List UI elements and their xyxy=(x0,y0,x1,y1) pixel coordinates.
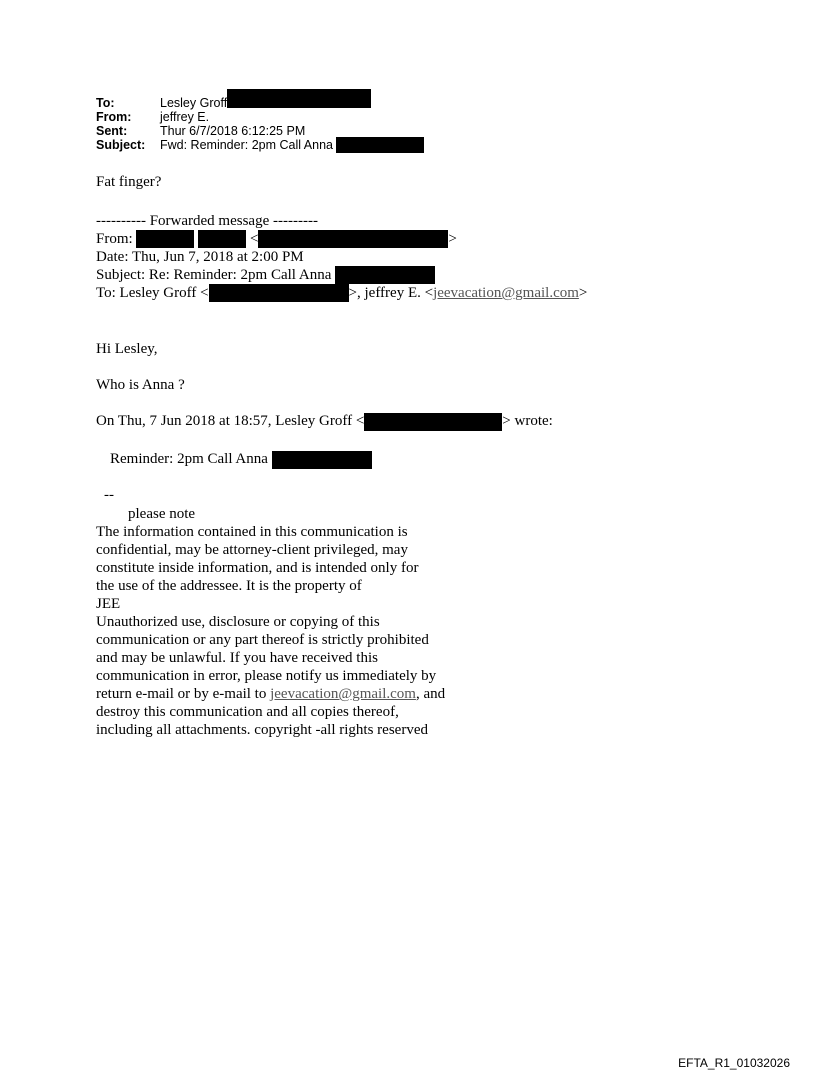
disclaimer-line: constitute inside information, and is intended only for xyxy=(96,560,419,576)
disclaimer-email-link[interactable]: jeevacation@gmail.com xyxy=(270,686,416,702)
forwarded-block xyxy=(96,212,587,302)
fwd-to-prefix: To: Lesley Groff < xyxy=(96,285,209,301)
subject-label: Subject: xyxy=(96,138,146,152)
disclaimer-line: and may be unlawful. If you have received this xyxy=(96,650,378,666)
bates-number: EFTA_R1_01032026 xyxy=(678,1056,790,1070)
sent-value: Thur 6/7/2018 6:12:25 PM xyxy=(160,124,306,138)
redaction-box xyxy=(136,230,194,248)
disclaimer-line: communication in error, please notify us immediately by xyxy=(96,668,437,684)
fwd-from-lt: < xyxy=(249,231,259,247)
redaction-box xyxy=(364,413,502,431)
opening-line: Fat finger? xyxy=(96,174,162,190)
fwd-to-mid: >, jeffrey E. < xyxy=(348,285,434,301)
redaction-box xyxy=(335,266,435,284)
to-label: To: xyxy=(96,96,115,110)
quote-intro-prefix: On Thu, 7 Jun 2018 at 18:57, Lesley Groff < xyxy=(96,413,365,429)
fwd-to-suffix: > xyxy=(578,285,588,301)
quoted-reminder-text: Reminder: 2pm Call Anna xyxy=(110,451,268,467)
disclaimer-email-line xyxy=(96,685,516,703)
disclaimer-lines xyxy=(96,523,516,685)
disclaimer-email-suffix: , and xyxy=(415,686,446,702)
disclaimer-line: confidential, may be attorney-client privileged, may xyxy=(96,542,408,558)
question-line: Who is Anna ? xyxy=(96,377,185,393)
from-value: jeffrey E. xyxy=(160,110,210,124)
from-label: From: xyxy=(96,110,132,124)
disclaimer-line: destroy this communication and all copies thereof, xyxy=(96,704,399,720)
fwd-subject-line xyxy=(96,266,587,284)
quote-intro-suffix: > wrote: xyxy=(502,413,553,429)
fwd-from-label: From: xyxy=(96,231,133,247)
fwd-from-gt: > xyxy=(448,231,457,247)
disclaimer-line: including all attachments. copyright -all rights reserved xyxy=(96,722,428,738)
redaction-box xyxy=(227,89,371,108)
forwarded-divider: ---------- Forwarded message --------- xyxy=(96,213,318,229)
to-name: Lesley Groff xyxy=(160,96,228,110)
signature-dashes: -- xyxy=(104,487,114,503)
redaction-box xyxy=(272,451,372,469)
sent-label: Sent: xyxy=(96,124,128,138)
fwd-subject-text: Subject: Re: Reminder: 2pm Call Anna xyxy=(96,267,332,283)
fwd-to-line xyxy=(96,284,587,302)
fwd-date-line: Date: Thu, Jun 7, 2018 at 2:00 PM xyxy=(96,249,304,265)
quoted-reminder xyxy=(110,451,372,469)
greeting: Hi Lesley, xyxy=(96,341,158,357)
redaction-box xyxy=(336,137,424,153)
disclaimer-block xyxy=(96,505,516,739)
subject-text: Fwd: Reminder: 2pm Call Anna xyxy=(160,138,333,152)
quote-intro xyxy=(96,413,553,431)
disclaimer-line: the use of the addressee. It is the property of xyxy=(96,578,362,594)
subject-value xyxy=(160,138,424,153)
to-value xyxy=(160,96,371,110)
disclaimer-email-prefix: return e-mail or by e-mail to xyxy=(96,686,271,702)
redaction-box xyxy=(258,230,448,248)
disclaimer-line: Unauthorized use, disclosure or copying of this xyxy=(96,614,380,630)
disclaimer-line: JEE xyxy=(96,596,121,612)
please-note: please note xyxy=(128,506,196,522)
disclaimer-tail xyxy=(96,703,516,739)
fwd-to-email-link[interactable]: jeevacation@gmail.com xyxy=(433,285,579,301)
disclaimer-line: The information contained in this communication is xyxy=(96,524,408,540)
redaction-box xyxy=(198,230,246,248)
disclaimer-line: communication or any part thereof is strictly prohibited xyxy=(96,632,429,648)
fwd-from-line xyxy=(96,230,587,248)
redaction-box xyxy=(209,284,349,302)
